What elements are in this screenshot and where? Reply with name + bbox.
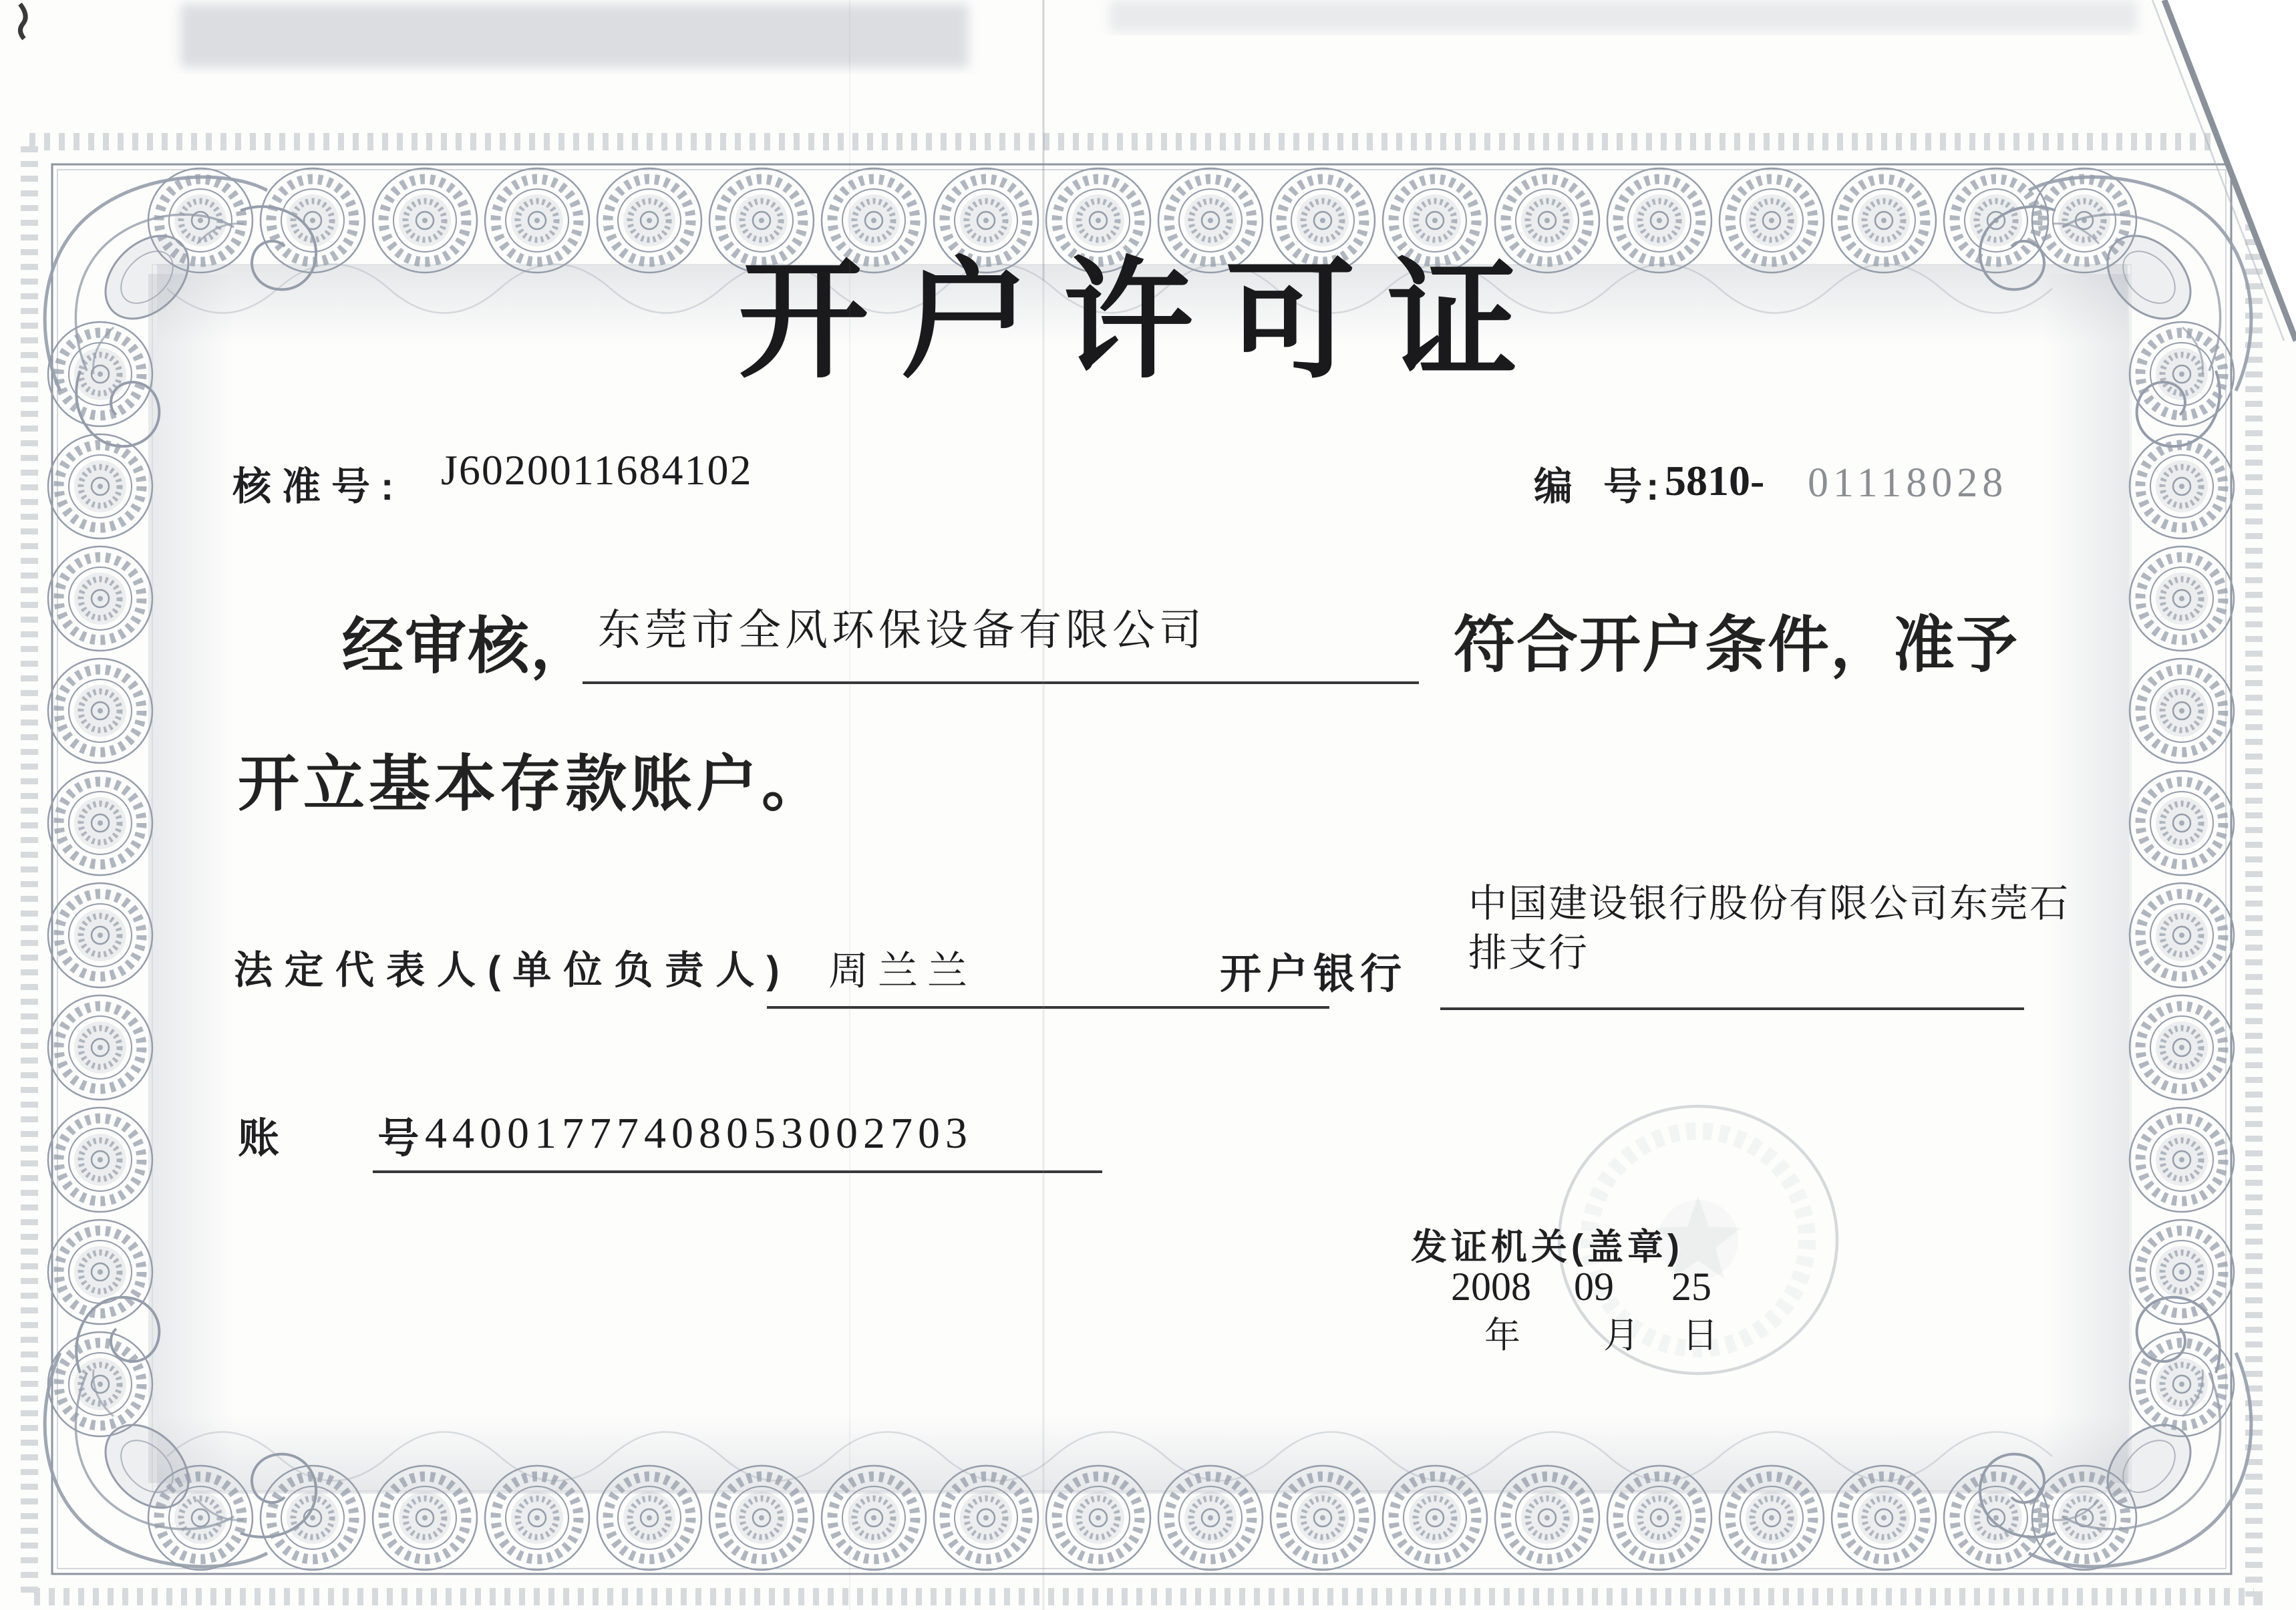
opening-bank-label: 开户银行: [1220, 951, 1408, 997]
open-account-text: 开立基本存款账户。: [238, 750, 828, 818]
account-number-value: 44001777408053002703: [425, 1109, 973, 1158]
issue-year: 2008: [1451, 1265, 1531, 1309]
issue-month: 09: [1574, 1265, 1614, 1309]
legal-representative-value: 周兰兰: [828, 949, 977, 993]
qualify-text: 符合开户条件，准予: [1454, 611, 2019, 679]
serial-number-label: 编 号:: [1534, 465, 1663, 508]
approval-number-value: J6020011684102: [441, 446, 753, 494]
day-unit-label: 日: [1682, 1315, 1718, 1355]
reviewed-label: 经审核，: [342, 613, 594, 681]
opening-bank-value: 中国建设银行股份有限公司东莞石排支行: [1468, 882, 2070, 975]
issue-day: 25: [1671, 1265, 1711, 1309]
legal-representative-label: 法定代表人(单位负责人): [234, 949, 792, 992]
issuing-authority-label: 发证机关(盖章): [1411, 1227, 1683, 1267]
serial-number-prefix: 5810-: [1665, 457, 1765, 504]
account-number-label: 账 号: [238, 1116, 420, 1162]
ink-mark: [20, 4, 25, 39]
year-unit-label: 年: [1484, 1315, 1520, 1355]
serial-number-value: 01118028: [1808, 460, 2008, 506]
company-name: 东莞市全风环保设备有限公司: [598, 607, 1206, 654]
month-unit-label: 月: [1603, 1315, 1639, 1355]
approval-number-label: 核准号:: [232, 465, 405, 508]
certificate-title: 开户许可证: [738, 250, 1550, 394]
